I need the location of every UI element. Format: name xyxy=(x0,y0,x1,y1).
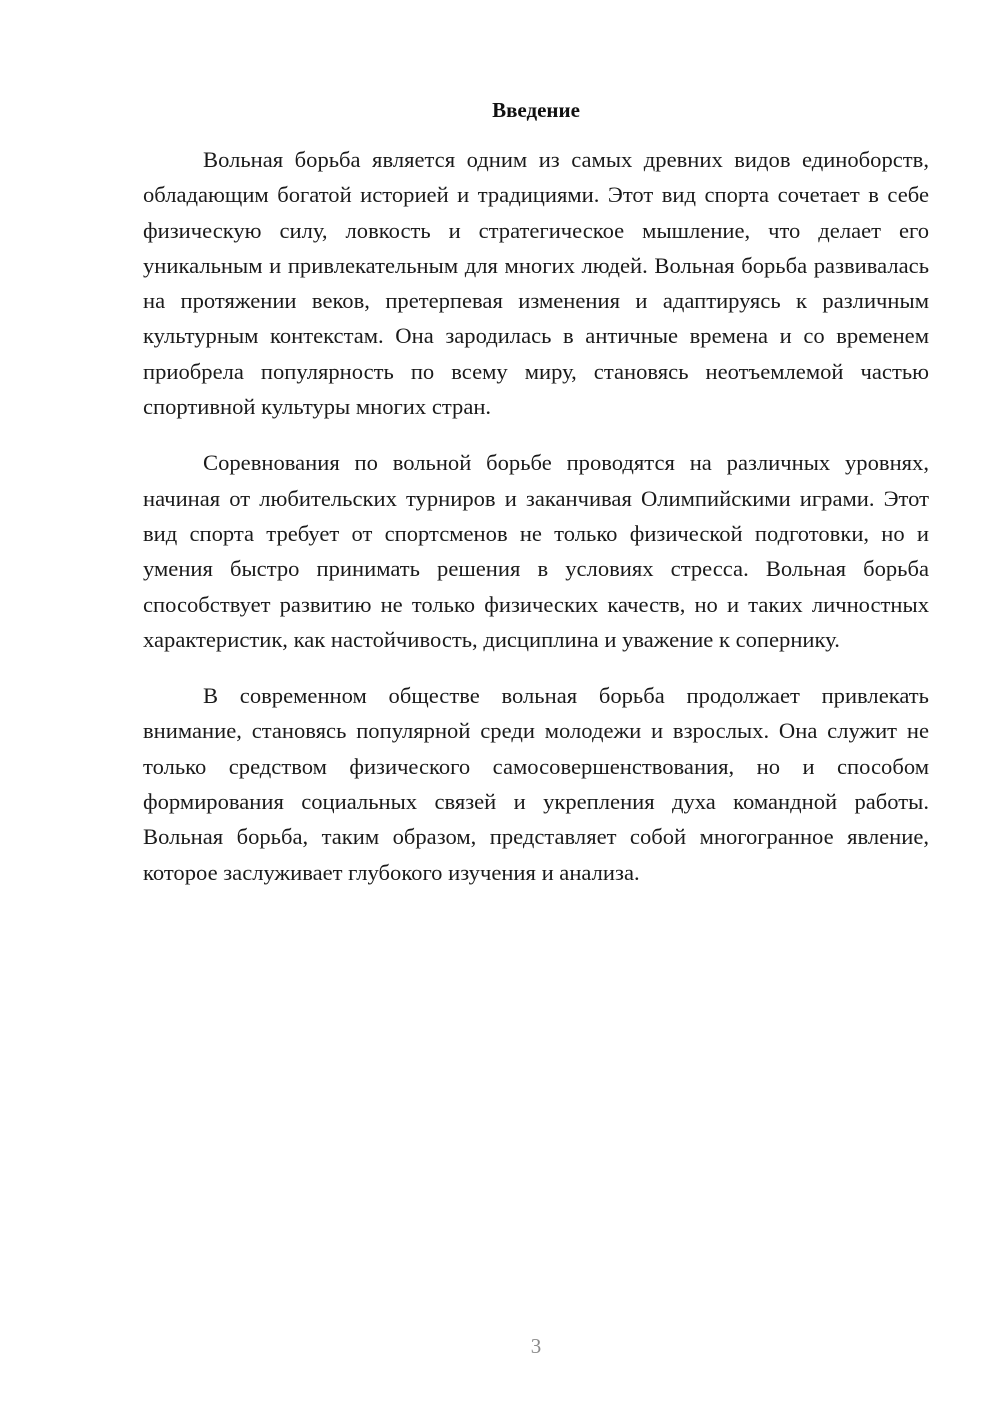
paragraph-3: В современном обществе вольная борьба продолжает привлекать внимание, становясь популярной среди молодежи и взрослых. Она служит не только средством физического самосовершенствования, но и способом формирования социальных связей и укрепления духа командной работы. Вольная борьба, таким образом, представляет собой многогранное явление, которое заслуживает глубокого изучения и анализа. xyxy=(143,683,929,885)
paragraph-1: Вольная борьба является одним из самых древних видов единоборств, обладающим богатой историей и традициями. Этот вид спорта сочетает в себе физическую силу, ловкость и стратегическое мышление, что делает его уникальным и привлекательным для многих людей. Вольная борьба развивалась на протяжении веков, претерпевая изменения и адаптируясь к различным культурным контекстам. Она зародилась в античные времена и со временем приобрела популярность по всему миру, становясь неотъемлемой частью спортивной культуры многих стран. xyxy=(143,147,929,420)
page-number: 3 xyxy=(530,1334,542,1358)
paragraph-2: Соревнования по вольной борьбе проводятся на различных уровнях, начиная от любительских турниров и заканчивая Олимпийскими играми. Этот вид спорта требует от спортсменов не только физической подготовки, но и умения быстро принимать решения в условиях стресса. Вольная борьба способствует развитию не только физических качеств, но и таких личностных характеристик, как настойчивость, дисциплина и уважение к сопернику. xyxy=(143,450,929,652)
body-text xyxy=(143,142,929,911)
section-heading: Введение xyxy=(492,98,580,122)
